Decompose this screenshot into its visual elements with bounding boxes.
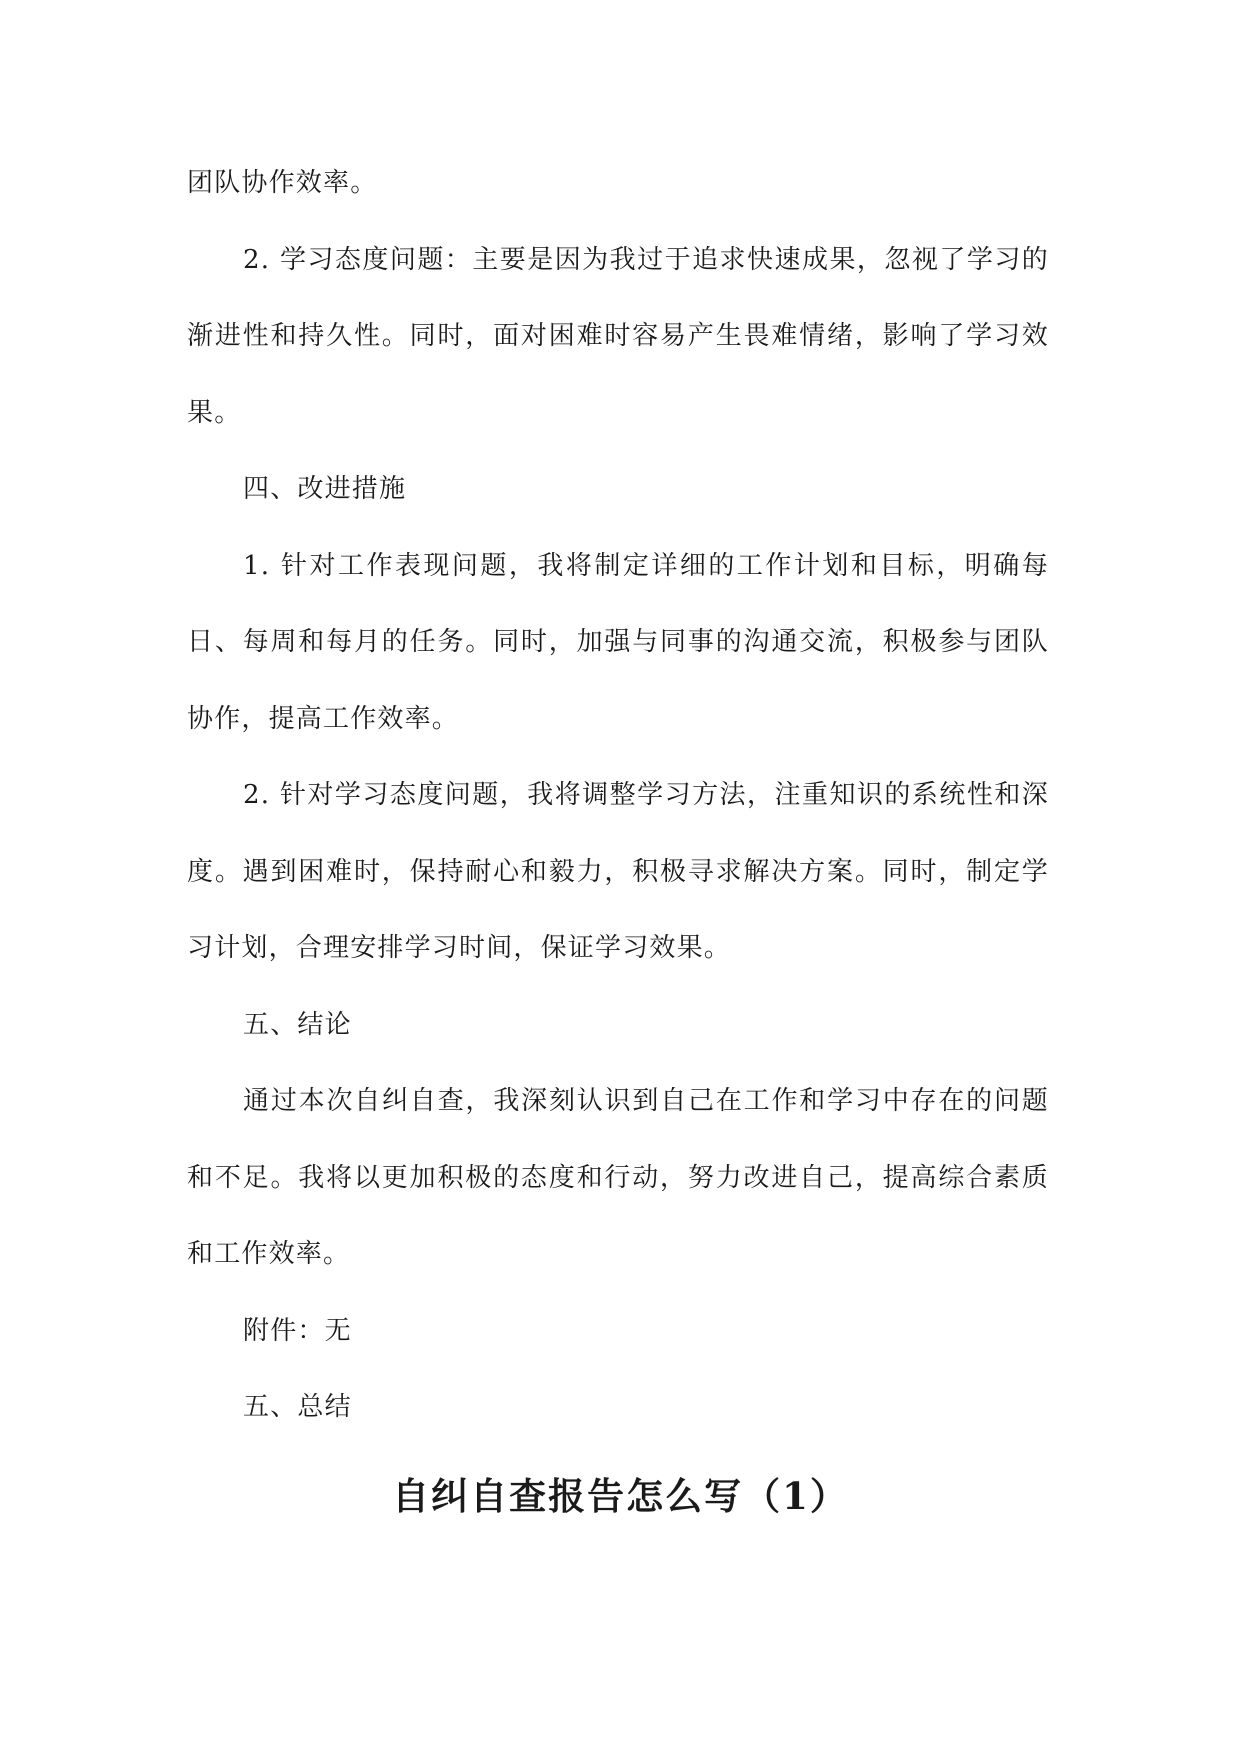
paragraph-attachment: 附件：无: [243, 1315, 352, 1346]
paragraph-learning-improvement: 2. 针对学习态度问题，我将调整学习方法，注重知识的系统性和深度。遇到困难时，保持耐心和毅力，积极寻求解决方案。同时，制定学习计划，合理安排学习时间，保证学习效果。: [187, 780, 1049, 963]
section-heading-conclusion: 五、结论: [243, 1009, 352, 1040]
paragraph-work-improvement: 1. 针对工作表现问题，我将制定详细的工作计划和目标，明确每日、每周和每月的任务。同时，加强与同事的沟通交流，积极参与团队协作，提高工作效率。: [187, 550, 1049, 734]
document-body: [187, 145, 1049, 1446]
section-heading-improvements: 四、改进措施: [243, 474, 407, 504]
paragraph-conclusion: 通过本次自纠自查，我深刻认识到自己在工作和学习中存在的问题和不足。我将以更加积极的态度和行动，努力改进自己，提高综合素质和工作效率。: [187, 1086, 1049, 1269]
paragraph-learning-attitude-issue: 2. 学习态度问题：主要是因为我过于追求快速成果，忽视了学习的渐进性和持久性。同时，面对困难时容易产生畏难情绪，影响了学习效果。: [187, 244, 1049, 428]
section-heading-summary: 五、总结: [243, 1392, 352, 1422]
document-title: 自纠自查报告怎么写（1）: [392, 1474, 849, 1518]
paragraph-continuation: 团队协作效率。: [187, 168, 378, 198]
